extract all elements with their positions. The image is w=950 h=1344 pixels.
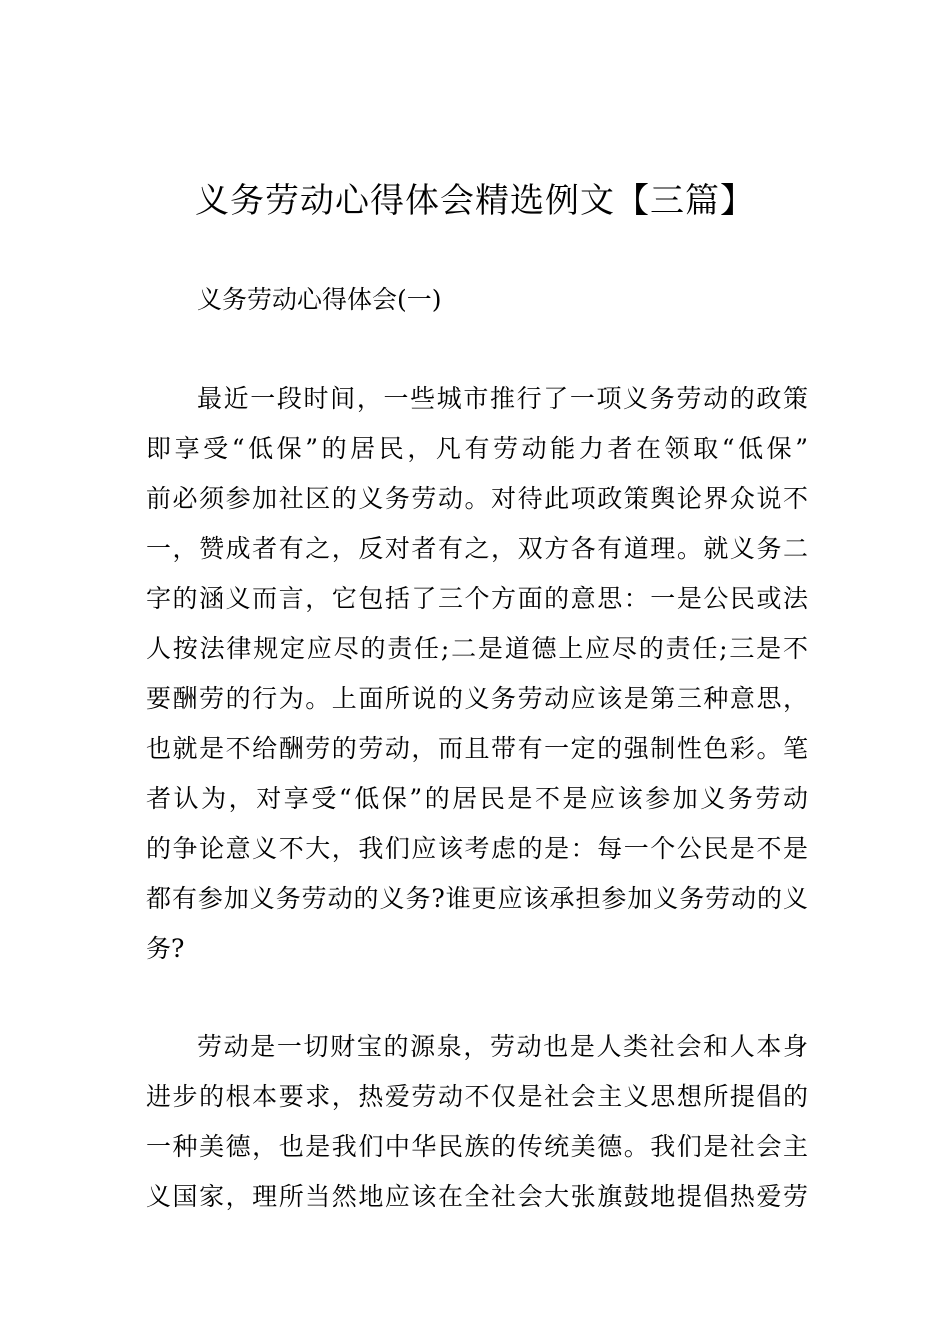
paragraph-line: 劳动是一切财宝的源泉，劳动也是人类社会和人本身 <box>197 1032 808 1061</box>
paragraph-line: 也就是不给酬劳的劳动，而且带有一定的强制性色彩。笔 <box>146 734 808 763</box>
paragraph-line: 都有参加义务劳动的义务?谁更应该承担参加义务劳动的义 <box>146 884 808 913</box>
paragraph-line: 字的涵义而言，它包括了三个方面的意思：一是公民或法 <box>146 584 808 613</box>
paragraph-line: 进步的根本要求，热爱劳动不仅是社会主义思想所提倡的 <box>146 1082 808 1111</box>
document-title: 义务劳动心得体会精选例文【三篇】 <box>195 181 755 221</box>
paragraph-2 <box>146 1022 808 1222</box>
paragraph-line: 的争论意义不大，我们应该考虑的是：每一个公民是不是 <box>146 834 808 863</box>
paragraph-line: 最近一段时间，一些城市推行了一项义务劳动的政策 <box>197 384 808 413</box>
paragraph-1 <box>146 374 808 974</box>
paragraph-line: 一种美德，也是我们中华民族的传统美德。我们是社会主 <box>146 1132 808 1161</box>
paragraph-line: 者认为，对享受“低保”的居民是不是应该参加义务劳动 <box>146 784 808 813</box>
section-heading: 义务劳动心得体会(一) <box>197 285 442 314</box>
paragraph-line: 前必须参加社区的义务劳动。对待此项政策舆论界众说不 <box>146 484 808 513</box>
paragraph-line: 人按法律规定应尽的责任;二是道德上应尽的责任;三是不 <box>146 634 808 663</box>
paragraph-line: 一，赞成者有之，反对者有之，双方各有道理。就义务二 <box>146 534 808 563</box>
paragraph-line: 义国家，理所当然地应该在全社会大张旗鼓地提倡热爱劳 <box>146 1182 808 1211</box>
paragraph-line: 即享受“低保”的居民，凡有劳动能力者在领取“低保” <box>146 434 808 463</box>
paragraph-line: 要酬劳的行为。上面所说的义务劳动应该是第三种意思， <box>146 684 808 713</box>
paragraph-line: 务? <box>146 934 185 963</box>
